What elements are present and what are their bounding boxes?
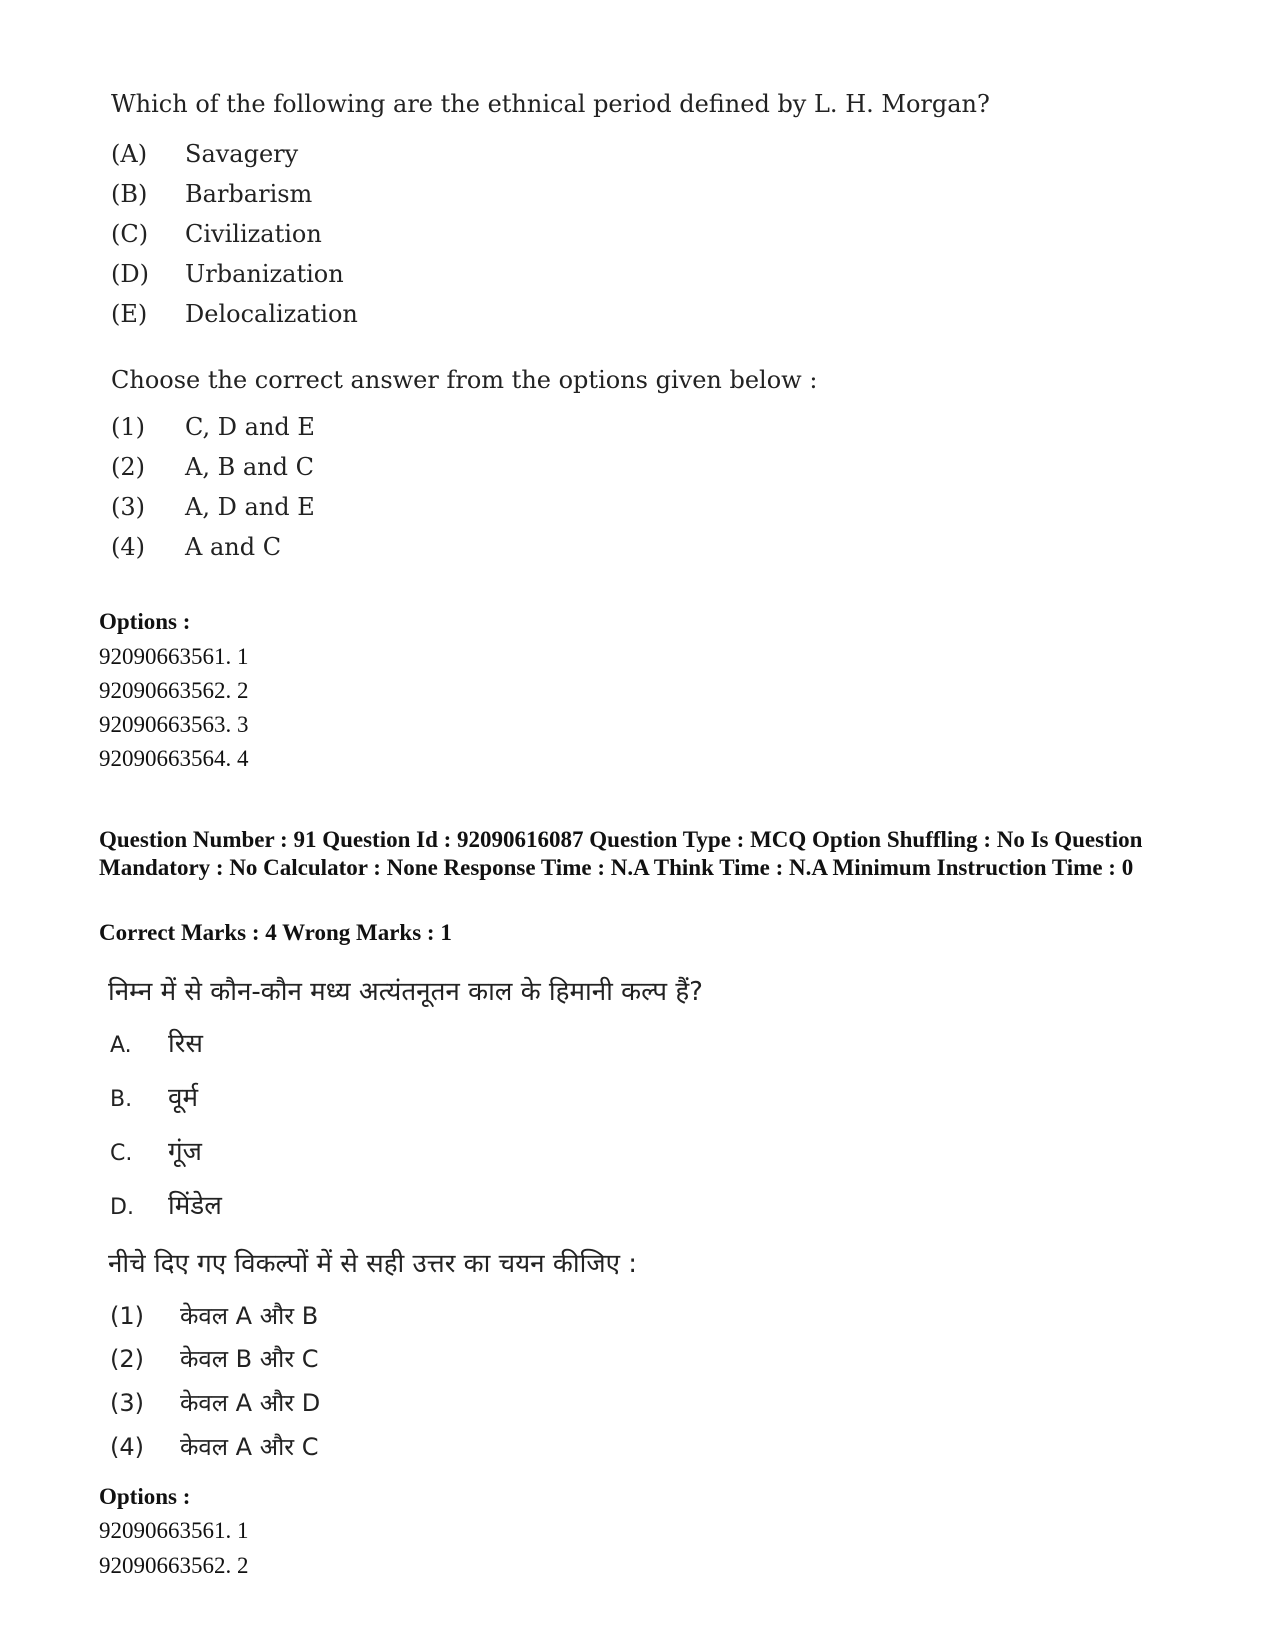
choice-label: (2)	[110, 1345, 144, 1373]
item-text: Barbarism	[185, 180, 313, 208]
option-line: 92090663563. 3	[99, 712, 249, 737]
instruction-text: Choose the correct answer from the options given below :	[111, 366, 818, 394]
list-item	[110, 1186, 222, 1222]
choice-text: A, D and E	[185, 493, 315, 521]
choice-label: (4)	[110, 1433, 144, 1461]
choice-item	[111, 533, 281, 561]
item-text: रिस	[168, 1029, 203, 1059]
item-label: (D)	[111, 260, 149, 288]
item-label: (E)	[111, 300, 148, 328]
item-text: गूंज	[168, 1137, 202, 1167]
item-text: Urbanization	[185, 260, 344, 288]
choice-item	[110, 1386, 320, 1419]
choice-item	[110, 1342, 319, 1375]
choice-text: केवल A और D	[180, 1389, 321, 1417]
choice-text: A, B and C	[185, 453, 314, 481]
list-item	[110, 1132, 202, 1168]
choice-item	[111, 413, 315, 441]
choice-text: केवल B और C	[180, 1345, 319, 1373]
item-text: Savagery	[185, 140, 299, 168]
choice-text: केवल A और B	[180, 1302, 319, 1330]
question-marks: Correct Marks : 4 Wrong Marks : 1	[99, 920, 452, 945]
option-line: 92090663562. 2	[99, 678, 249, 703]
item-label: D.	[110, 1195, 134, 1220]
item-label: C.	[110, 1141, 133, 1166]
choice-item	[110, 1430, 318, 1463]
choice-label: (3)	[110, 1389, 144, 1417]
choice-item	[111, 493, 315, 521]
item-label: A.	[110, 1033, 132, 1058]
option-line: 92090663564. 4	[99, 746, 249, 771]
question-meta: Question Number : 91 Question Id : 92090616087 Question Type : MCQ Option Shuffling : No Is Question Mandatory : No Calculator : None Response Time : N.A Think Time : N.A Minimum Instruction Time : 0	[99, 827, 1143, 880]
choice-label: (4)	[111, 533, 145, 561]
option-line: 92090663561. 1	[99, 644, 249, 669]
choice-label: (1)	[111, 413, 145, 441]
item-text: Civilization	[185, 220, 322, 248]
question-stem: Which of the following are the ethnical period defined by L. H. Morgan?	[111, 90, 990, 118]
item-label: (A)	[111, 140, 148, 168]
list-item	[111, 180, 312, 208]
list-item	[111, 140, 298, 168]
choice-text: C, D and E	[185, 413, 315, 441]
choice-label: (1)	[110, 1302, 144, 1330]
options-heading: Options :	[99, 1484, 191, 1509]
choice-label: (2)	[111, 453, 145, 481]
item-text: Delocalization	[185, 300, 358, 328]
instruction-text: नीचे दिए गए विकल्पों में से सही उत्तर का चयन कीजिए :	[108, 1249, 638, 1279]
choice-item	[110, 1299, 318, 1332]
item-label: B.	[110, 1087, 133, 1112]
list-item	[111, 300, 358, 328]
question-stem: निम्न में से कौन-कौन मध्य अत्यंतनूतन काल के हिमानी कल्प हैं?	[108, 977, 703, 1007]
list-item	[111, 220, 322, 248]
list-item	[110, 1024, 203, 1060]
choice-text: केवल A और C	[180, 1433, 319, 1461]
option-line: 92090663562. 2	[99, 1553, 249, 1578]
option-line: 92090663561. 1	[99, 1518, 249, 1543]
choice-label: (3)	[111, 493, 145, 521]
list-item	[110, 1078, 198, 1114]
item-label: (B)	[111, 180, 148, 208]
item-label: (C)	[111, 220, 149, 248]
item-text: वूर्म	[168, 1083, 199, 1113]
choice-text: A and C	[185, 533, 282, 561]
list-item	[111, 260, 344, 288]
item-text: मिंडेल	[168, 1191, 222, 1221]
choice-item	[111, 453, 314, 481]
options-heading: Options :	[99, 609, 191, 634]
